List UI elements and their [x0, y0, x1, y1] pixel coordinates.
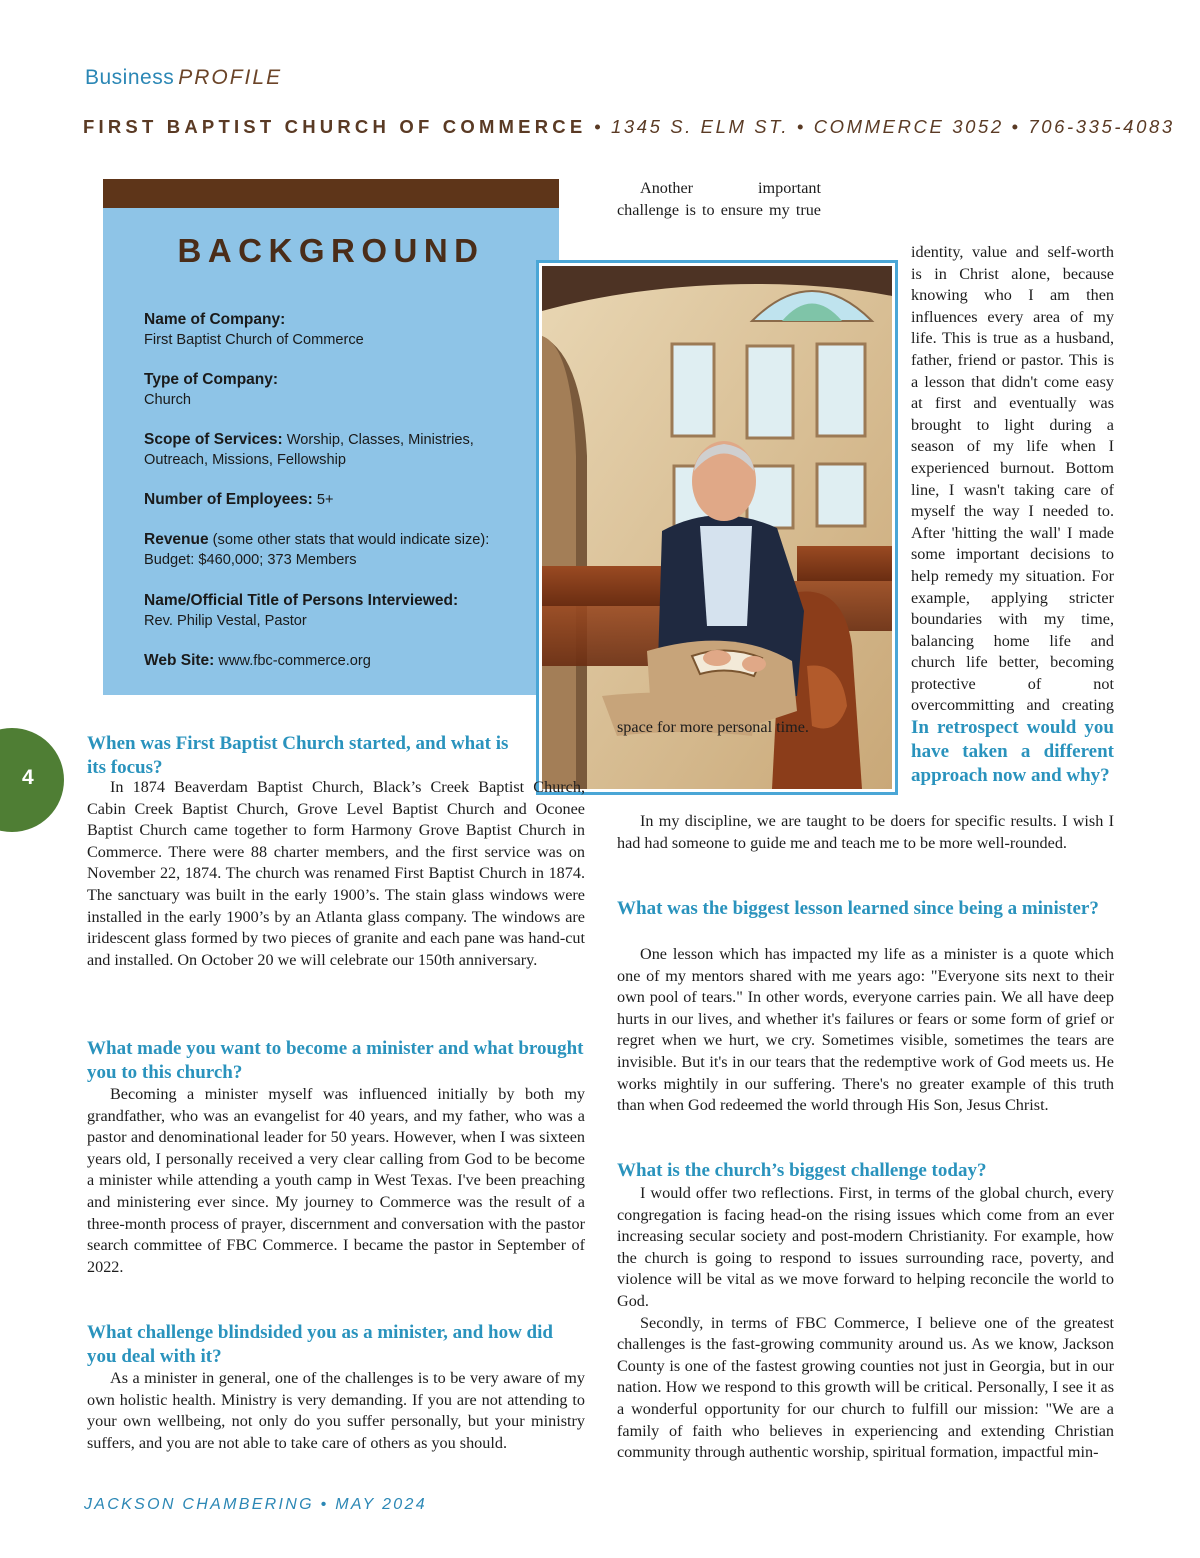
field-revenue-value: Budget: $460,000; 373 Members: [144, 552, 357, 568]
section-kicker: [85, 66, 282, 90]
church-address: 1345 S. ELM ST.: [610, 116, 790, 137]
field-revenue-label: Revenue: [144, 531, 209, 548]
answer-3: [87, 1368, 585, 1454]
background-box-topbar: [103, 179, 559, 208]
church-name: FIRST BAPTIST CHURCH OF COMMERCE: [83, 116, 587, 137]
field-scope: [144, 430, 539, 470]
field-employees-value: 5+: [312, 492, 334, 508]
answer-2: [87, 1084, 585, 1278]
field-scope-value: Worship, Classes, Ministries, Outreach, Missions, Fellowship: [144, 432, 474, 468]
background-heading: BACKGROUND: [177, 232, 485, 269]
field-revenue-note: (some other stats that would indicate size):: [208, 532, 490, 548]
page-number: 4: [22, 766, 34, 789]
answer-6: [617, 1183, 1114, 1464]
field-revenue: [144, 530, 539, 570]
field-company-label: Name of Company:: [144, 311, 286, 328]
photo-wrap-spacer: [617, 242, 911, 702]
field-company-value: First Baptist Church of Commerce: [144, 332, 364, 348]
field-scope-label: Scope of Services:: [144, 431, 283, 448]
photo-wrap-spacer: [821, 178, 1114, 242]
church-city: COMMERCE 3052: [813, 116, 1004, 137]
header-bullet: •: [1003, 116, 1029, 137]
field-persons-value: Rev. Philip Vestal, Pastor: [144, 613, 307, 629]
field-persons-label: Name/Official Title of Persons Interviewed:: [144, 592, 459, 609]
answer-2-text: Becoming a minister myself was influenced initially by both my grandfather, who was an evangelist for 40 years, and my father, who was a pastor and denominational leader for 50 years. However, when I was sixteen years old, I personally received a very clear calling from God to be become a minister while attending a youth camp in West Texas. I've been preaching and ministering ever since. My journey to Commerce was the result of a three-month process of prayer, discernment and conversation with the pastor search committee of FBC Commerce. I became the pastor in September of 2022.: [87, 1085, 585, 1276]
answer-3-text: As a minister in general, one of the challenges is to be very aware of my own holistic health. Ministry is very demanding. If you are not attending to your own wellbeing, not only do you suffer personally, but your ministry suffers, and you are not able to take care of others as you should.: [87, 1369, 585, 1452]
church-phone: 706-335-4083: [1028, 116, 1175, 137]
question-1: When was First Baptist Church started, and what is its focus?: [87, 733, 509, 778]
question-4: In retrospect would you have taken a different approach now and why?: [911, 717, 1114, 786]
question-6: What is the church’s biggest challenge today?: [617, 1160, 987, 1181]
field-website-value: www.fbc-commerce.org: [214, 653, 371, 669]
answer-6b-text: Secondly, in terms of FBC Commerce, I believe one of the greatest challenges is the fast-growing community around us. As we know, Jackson County is one of the fastest growing counties not just in Georgia, but in our nation. How we respond to this growth will be critical. Personally, I see it as a wonderful opportunity for our church to fulfill our mission: "We are a family of faith who believes in experiencing and extending Christian community through authentic worship, spiritual formation, impactful min-: [617, 1313, 1114, 1462]
question-5: What was the biggest lesson learned since being a minister?: [617, 898, 1099, 919]
field-persons: [144, 591, 539, 631]
answer-5-text: One lesson which has impacted my life as a minister is a quote which one of my mentors shared with me years ago: "Everyone sits next to their own pool of tears." In other words, everyone carries pain. We all have deep hurts in our lives, and whether it's failures or fears or some form of grief or regret when we hurt, we cry. Sometimes visible, sometimes the tears are invisible. But it's in our tears that the redemptive work of God meets us. He works mightily in our suffering. There's no greater example of this truth than when God redeemed the world through His Son, Jesus Christ.: [617, 945, 1114, 1115]
field-website-label: Web Site:: [144, 652, 215, 669]
answer-6a-text: I would offer two reflections. First, in terms of the global church, every congregation is facing head-on the rising issues which come from an ever increasing secular society and post-modern Christianity. For example, how the church is going to respond to issues surrounding race, poverty, and violence will be vital as we move forward to helping reconcile the world to God.: [617, 1184, 1114, 1310]
answer-4-text: In my discipline, we are taught to be doers for specific results. I wish I had had someone to guide me and teach me to be more well-rounded.: [617, 812, 1114, 852]
field-website: [144, 651, 539, 671]
header-bullet: •: [789, 116, 814, 137]
header-bullet: •: [586, 116, 611, 137]
answer-1-text: In 1874 Beaverdam Baptist Church, Black’s Creek Baptist Church, Cabin Creek Baptist Church, Grove Level Baptist Church and Oconee Baptist Church came together to form Harmony Grove Baptist Church in Commerce. There were 88 charter members, and the first service was on November 22, 1874. The church was renamed First Baptist Church in 1874. The sanctuary was built in the early 1900’s. The stain glass windows were installed in the early 1900’s by an Atlanta glass company. The windows are iridescent glass formed by two pieces of granite and each pane was hand-cut and installed. On October 20 we will celebrate our 150th anniversary.: [87, 778, 585, 969]
footer-publication: JACKSON CHAMBERING • MAY 2024: [84, 1496, 427, 1513]
answer-3b-text: Another important challenge is to ensure my true identity, value and self-worth is in Christ alone, because knowing who I am then influences every area of my life. This is true as a husband, father, friend or pastor. This is a lesson that didn't come easy at first and eventually was brought to light during a season of my life when I experienced burnout. Bottom line, I wasn't taking care of myself the way I needed to. After 'hitting the wall' I made some important decisions to help remedy my situation. For example, applying stricter boundaries with my time, balancing home life and church life better, becoming protective of not overcommitting and creating space for more personal time.: [617, 179, 1114, 737]
field-employees-label: Number of Employees:: [144, 491, 313, 508]
field-company: [144, 310, 539, 350]
field-type-label: Type of Company:: [144, 371, 279, 388]
kicker-business: Business: [85, 66, 175, 89]
answer-1: [87, 777, 585, 971]
answer-3-continued: [617, 178, 1114, 737]
field-employees: [144, 490, 539, 510]
question-3: What challenge blindsided you as a minister, and how did you deal with it?: [87, 1322, 553, 1367]
kicker-profile: PROFILE: [178, 66, 283, 89]
field-type: [144, 370, 539, 410]
church-header-line: [83, 116, 1175, 138]
field-type-value: Church: [144, 392, 192, 408]
question-2: What made you want to become a minister and what brought you to this church?: [87, 1038, 584, 1083]
answer-5: [617, 944, 1114, 1117]
answer-4: [617, 811, 1114, 854]
